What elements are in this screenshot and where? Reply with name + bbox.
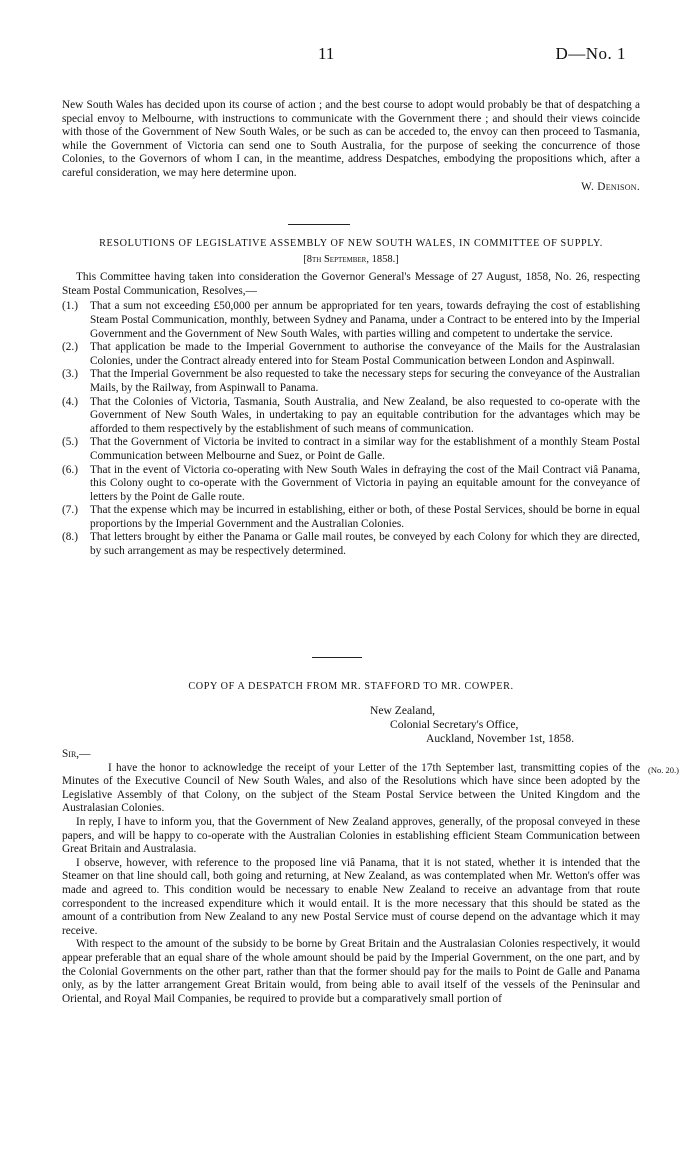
resolution-item: (6.) That in the event of Victoria co-operating with New South Wales in defraying the cost of the Mail Contract viâ Panama, this Colony ought to co-operate with the Government of Victoria in paying an equitable amount for the conveyance of letters by the Point de Galle route. bbox=[62, 463, 640, 503]
despatch-body bbox=[62, 748, 640, 1006]
resolution-item: (4.) That the Colonies of Victoria, Tasmania, South Australia, and New Zealand, be also requested to co-operate with the Government of New South Wales, in undertaking to pay an equitable contribution for the advantages which may be afforded to them respectively by the establishment of such means of communication. bbox=[62, 395, 640, 435]
page-number: 11 bbox=[318, 44, 335, 63]
salutation: Sir,— bbox=[62, 748, 91, 760]
despatch-paragraph: In reply, I have to inform you, that the Government of New Zealand approves, generally, of the proposal conveyed in these papers, and will be happy to co-operate with the Australian Colonies in establishing efficient Steam Communication between Great Britain and Australasia. bbox=[62, 815, 640, 856]
despatch-paragraph: With respect to the amount of the subsidy to be borne by Great Britain and the Australasian Colonies respectively, it would appear preferable that an equal share of the whole amount should be paid by the Imperial Government, on the one part, and by the Colonial Governments on the other part, rather than that the former should pay for the mails to Point de Galle and Panama only, as by the latter arrangement Great Britain would, from being able to avail itself of the vessels of the Peninsular and Oriental, and Royal Mail Companies, be required to provide but a comparatively small portion of bbox=[62, 938, 640, 1005]
resolution-item: (1.) That a sum not exceeding £50,000 per annum be appropriated for ten years, towards defraying the cost of establishing Steam Postal Communication, monthly, between Sydney and Panama, under a Contract to be entered into by the Imperial Government and the Government of New South Wales, with parties willing and competent to undertake the service. bbox=[62, 300, 640, 340]
page-header bbox=[0, 44, 700, 66]
resolutions-section bbox=[62, 237, 640, 559]
resolutions-date: [8th September, 1858.] bbox=[303, 253, 399, 265]
section-divider bbox=[312, 657, 362, 658]
resolution-item: (2.) That application be made to the Imperial Government to authorise the conveyance of the Mails for the Australasian Colonies, under the Contract already entered into for Steam Postal Communication between London and Aspinwall. bbox=[62, 341, 640, 367]
despatch-paragraph: I have the honor to acknowledge the receipt of your Letter of the 17th September last, transmitting copies of the Minutes of the Executive Council of New South Wales, and also of the Resolutions which have since been adopted by the Legislative Assembly of that Colony, on the subject of the Steam Postal Service between the United Kingdom and the Australasian Colonies. bbox=[62, 761, 640, 815]
document-number: D—No. 1 bbox=[555, 44, 626, 63]
resolution-item: (5.) That the Government of Victoria be invited to contract in a similar way for the establishment of a monthly Steam Postal Communication between Melbourne and Suez, or Point de Galle. bbox=[62, 436, 640, 462]
margin-note: (No. 20.) bbox=[648, 765, 679, 775]
address-line: New Zealand, bbox=[370, 704, 436, 717]
signature: W. Denison. bbox=[581, 180, 640, 193]
resolution-item: (3.) That the Imperial Government be also requested to take the necessary steps for securing the conveyance of the Australian Mails, by the Railway, from Aspinwall to Panama. bbox=[62, 368, 640, 394]
despatch-address bbox=[370, 704, 574, 746]
address-line: Auckland, November 1st, 1858. bbox=[426, 732, 575, 745]
despatch-paragraph: I observe, however, with reference to the proposed line viâ Panama, that it is not stated, whether it is intended that the Steamer on that line should call, both going and returning, at New Zealand, as was contemplated when Mr. Wetton's offer was made and agreed to. This condition would be necessary to enable New Zealand to receive an advantage from that route correspondent to the increased expenditure which it would entail. It is the more necessary that this should be stated as the amount of a contribution from New Zealand to any new Postal Service must of course depend on the advantage which it may receive. bbox=[62, 856, 640, 937]
section-divider bbox=[288, 224, 350, 225]
address-line: Colonial Secretary's Office, bbox=[390, 718, 519, 731]
intro-section bbox=[62, 99, 640, 194]
intro-paragraph: New South Wales has decided upon its course of action ; and the best course to adopt would probably be that of despatching a special envoy to Melbourne, with instructions to communicate with the Government there ; and should their views coincide with those of the Government of New South Wales, or be such as can be acceded to, the envoy can then proceed to Tasmania, while the Government of Victoria can send one to South Australia, for the purpose of seeking the concurrence of those Colonies, to the Governors of whom I can, in the meantime, address Despatches, embodying the propositions which, after a careful consideration, we may here determine upon. bbox=[62, 99, 640, 179]
resolutions-list bbox=[62, 300, 640, 558]
despatch-heading: COPY OF A DESPATCH FROM MR. STAFFORD TO MR. COWPER. bbox=[188, 681, 514, 692]
despatch-heading-block bbox=[62, 680, 640, 694]
resolution-item: (8.) That letters brought by either the Panama or Galle mail routes, be conveyed by each Colony for which they are directed, by such arrangement as may be respectively determined. bbox=[62, 531, 640, 558]
resolutions-heading: RESOLUTIONS OF LEGISLATIVE ASSEMBLY OF NEW SOUTH WALES, IN COMMITTEE OF SUPPLY. bbox=[99, 238, 603, 249]
resolutions-preamble: This Committee having taken into consideration the Governor General's Message of 27 August, 1858, No. 26, respecting Steam Postal Communication, Resolves,— bbox=[62, 271, 640, 297]
resolution-item: (7.) That the expense which may be incurred in establishing, either or both, of these Postal Services, should be borne in equal proportions by the Imperial Government and the Australian Colonies. bbox=[62, 504, 640, 530]
